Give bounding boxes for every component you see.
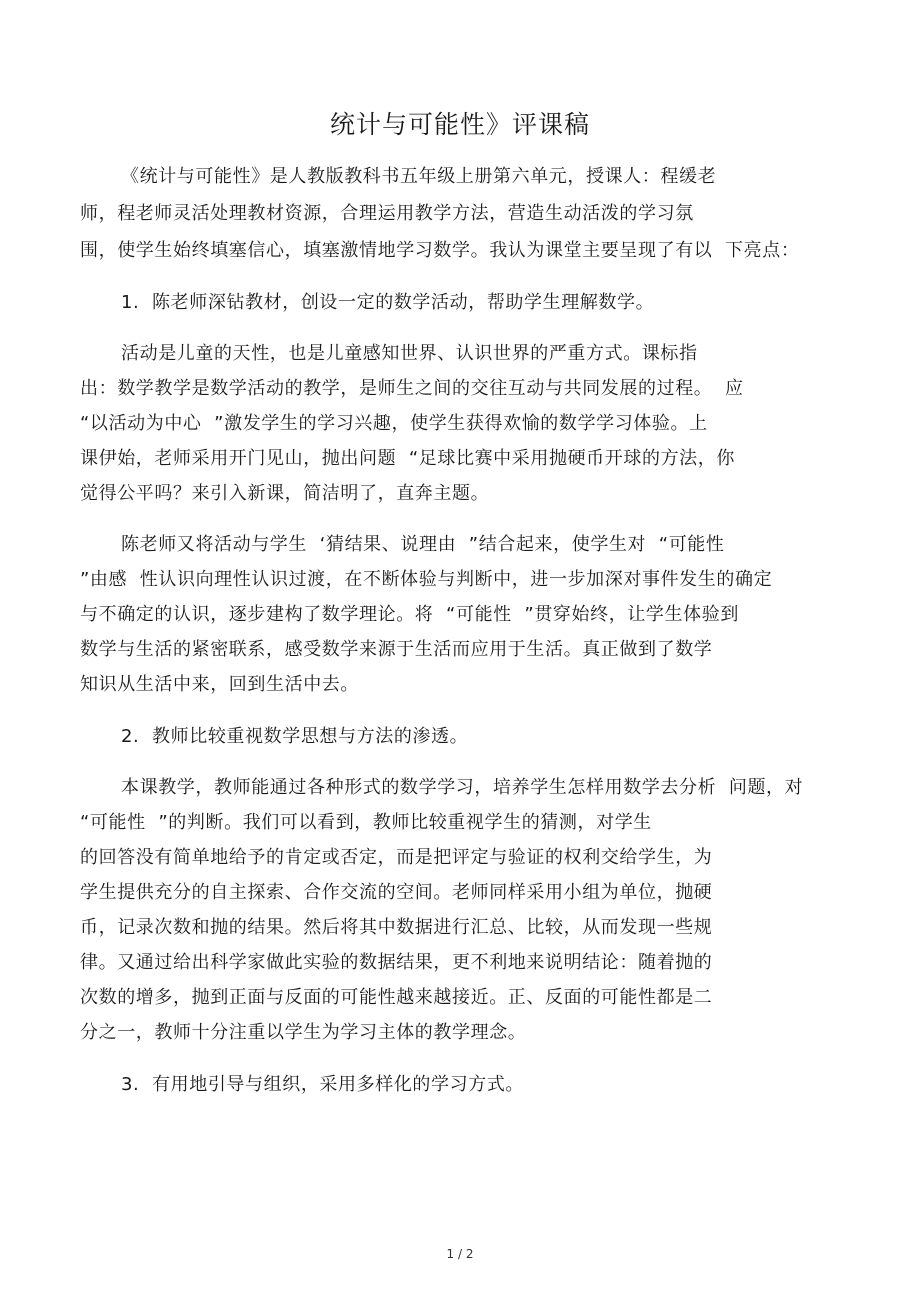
page-number: 1 / 2 <box>446 1247 474 1261</box>
paragraph-line: 学生提供充分的自主探索、合作交流的空间。老师同样采用小组为单位，抛硬 <box>80 882 713 903</box>
paragraph-line: 本课教学，教师能通过各种形式的数学学习，培养学生怎样用数学去分析 问题，对 <box>121 777 804 798</box>
paragraph-line: 次数的增多，抛到正面与反面的可能性越来越接近。正、反面的可能性都是二 <box>80 987 713 1008</box>
paragraph-line: 币，记录次数和抛的结果。然后将其中数据进行汇总、比较，从而发现一些规 <box>80 917 713 938</box>
paragraph-line: 知识从生活中来，回到生活中去。 <box>80 674 359 695</box>
paragraph-line: ”由感 性认识向理性认识过渡，在不断体验与判断中，进一步加深对事件发生的确定 <box>80 569 773 590</box>
intro-line: 《统计与可能性》是人教版教科书五年级上册第六单元，授课人：程缓老 <box>121 166 717 187</box>
paragraph-line: 出：数学教学是数学活动的教学，是师生之间的交往互动与共同发展的过程。 应 <box>80 378 744 399</box>
point1-heading: 1. 陈老师深钻教材，创设一定的数学活动，帮助学生理解数学。 <box>121 292 655 313</box>
intro-line: 师，程老师灵活处理教材资源，合理运用教学方法，营造生动活泼的学习氛 <box>80 203 694 224</box>
document-title: 统计与可能性》评课稿 <box>329 110 590 139</box>
point2-heading: 2. 教师比较重视数学思想与方法的渗透。 <box>121 726 469 747</box>
paragraph-line: 课伊始，老师采用开门见山，抛出问题 “足球比赛中采用抛硬币开球的方法，你 <box>80 448 735 469</box>
paragraph-line: 与不确定的认识，逐步建构了数学理论。将 “可能性 ”贯穿始终，让学生体验到 <box>80 604 739 625</box>
paragraph-line: “可能性 ”的判断。我们可以看到，教师比较重视学生的猜测，对学生 <box>80 812 652 833</box>
paragraph-line: “以活动为中心 ”激发学生的学习兴趣，使学生获得欢愉的数学学习体验。上 <box>80 413 708 434</box>
paragraph-line: 数学与生活的紧密联系，感受数学来源于生活而应用于生活。真正做到了数学 <box>80 639 713 660</box>
paragraph-line: 觉得公平吗？来引入新课，简洁明了，直奔主题。 <box>80 483 490 504</box>
intro-line: 围，使学生始终填塞信心，填塞激情地学习数学。我认为课堂主要呈现了有以 下亮点： <box>80 240 800 261</box>
paragraph-line: 的回答没有简单地给予的肯定或否定，而是把评定与验证的权利交给学生，为 <box>80 847 713 868</box>
paragraph-line: 律。又通过给出科学家做此实验的数据结果，更不利地来说明结论：随着抛的 <box>80 952 713 973</box>
paragraph-line: 陈老师又将活动与学生 ‘猜结果、说理由 ”结合起来，使学生对 “可能性 <box>121 534 725 555</box>
point3-heading: 3. 有用地引导与组织，采用多样化的学习方式。 <box>121 1074 525 1095</box>
paragraph-line: 活动是儿童的天性，也是儿童感知世界、认识世界的严重方式。课标指 <box>121 343 698 364</box>
paragraph-line: 分之一，教师十分注重以学生为学习主体的教学理念。 <box>80 1022 527 1043</box>
